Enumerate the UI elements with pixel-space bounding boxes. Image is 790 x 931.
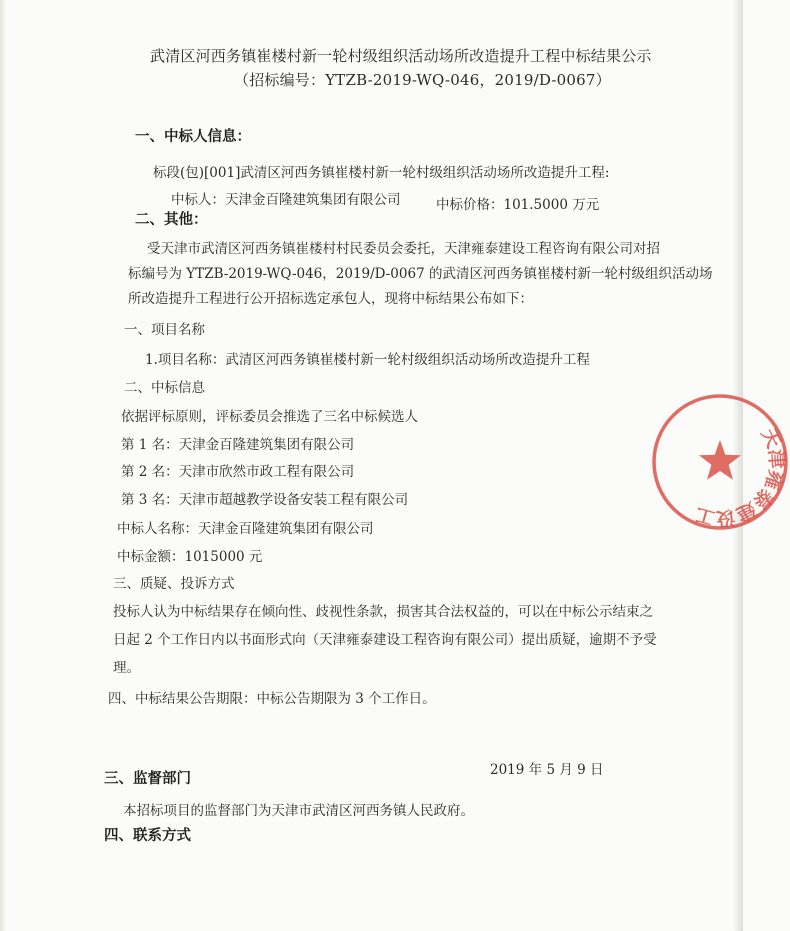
svg-text:天津雍泰建设工 (693, 425, 789, 531)
notice-date: 2019 年 5 月 9 日 (490, 762, 604, 778)
project-name: 1.项目名称：武清区河西务镇崔楼村新一轮村级组织活动场所改造提升工程 (145, 352, 590, 368)
winner-amount: 中标金额：1015000 元 (117, 549, 263, 565)
intro-line-3: 所改造提升工程进行公开招标选定承包人，现将中标结果公布如下： (128, 291, 533, 307)
candidate-rank-1: 第 1 名：天津金百隆建筑集团有限公司 (121, 437, 355, 453)
winner-line: 中标人：天津金百隆建筑集团有限公司 (171, 192, 401, 208)
intro-line-1: 受天津市武清区河西务镇崔楼村村民委员会委托，天津雍泰建设工程咨询有限公司对招 (147, 241, 660, 257)
section4-heading: 四、联系方式 (104, 828, 191, 844)
section1-heading: 一、中标人信息： (135, 129, 251, 145)
complaint-line-3: 理。 (113, 660, 140, 676)
candidate-rank-3: 第 3 名：天津市超越教学设备安装工程有限公司 (121, 492, 409, 508)
scan-edge-left (0, 0, 6, 931)
notice-period: 四、中标结果公告期限：中标公告期限为 3 个工作日。 (108, 691, 436, 707)
company-seal-icon (650, 392, 790, 532)
tender-number: （招标编号：YTZB-2019-WQ-046，2019/D-0067） (234, 71, 611, 89)
complaint-line-2: 日起 2 个工作日内以书面形式向（天津雍泰建设工程咨询有限公司）提出质疑，逾期不予受 (113, 632, 657, 648)
seal-text: 天津雍泰建设工 (692, 425, 788, 530)
section2-heading: 二、其他： (135, 212, 208, 228)
section3-heading: 三、监督部门 (104, 771, 191, 787)
item3-heading: 三、质疑、投诉方式 (113, 576, 235, 592)
lot-line: 标段(包)[001]武清区河西务镇崔楼村新一轮村级组织活动场所改造提升工程: (153, 165, 610, 181)
winner-name: 中标人名称：天津金百隆建筑集团有限公司 (117, 521, 374, 537)
candidate-intro: 依据评标原则，评标委员会推选了三名中标候选人 (121, 409, 418, 425)
price-line: 中标价格：101.5000 万元 (436, 197, 600, 213)
supervisor-text: 本招标项目的监督部门为天津市武清区河西务镇人民政府。 (123, 803, 474, 819)
complaint-line-1: 投标人认为中标结果存在倾向性、歧视性条款，损害其合法权益的，可以在中标公示结束之 (113, 604, 653, 620)
candidate-rank-2: 第 2 名：天津市欣然市政工程有限公司 (121, 464, 355, 480)
item2-heading: 二、中标信息 (124, 380, 205, 396)
item1-heading: 一、项目名称 (124, 322, 205, 338)
document-title: 武清区河西务镇崔楼村新一轮村级组织活动场所改造提升工程中标结果公示 (150, 47, 652, 65)
intro-line-2: 标编号为 YTZB-2019-WQ-046，2019/D-0067 的武清区河西务镇崔楼村新一轮村级组织活动场 (128, 266, 713, 282)
